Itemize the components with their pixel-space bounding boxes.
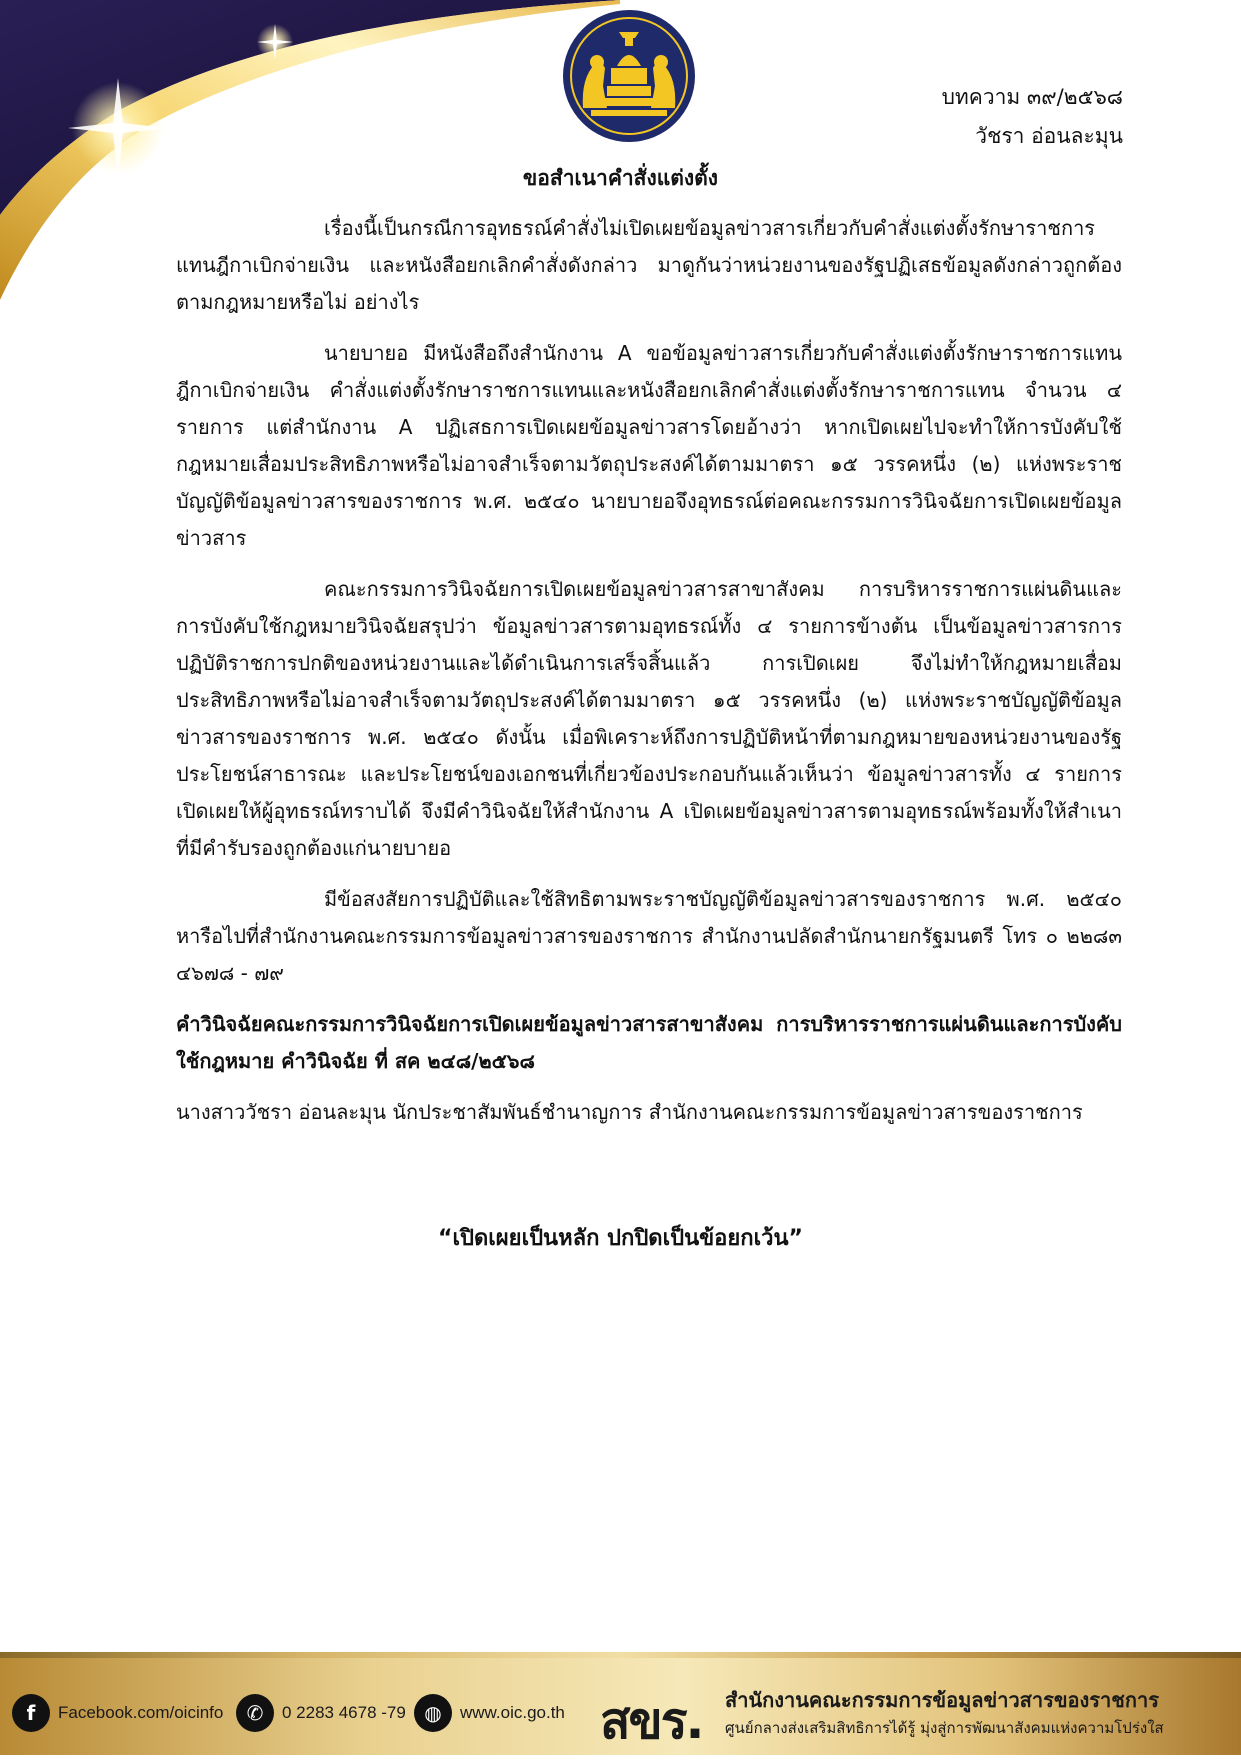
footer-website[interactable] <box>414 1694 565 1732</box>
phone-number[interactable]: 0 2283 4678 -79 <box>282 1703 406 1722</box>
author-line: นางสาววัชรา อ่อนละมุน นักประชาสัมพันธ์ชำนาญการ สำนักงานคณะกรรมการข้อมูลข่าวสารของราชการ <box>176 1100 1083 1124</box>
oic-seal-logo <box>561 8 697 144</box>
article-body <box>176 210 1122 1145</box>
paragraph-facts: นายบายอ มีหนังสือถึงสำนักงาน A ขอข้อมูลข่าวสารเกี่ยวกับคำสั่งแต่งตั้งรักษาราชการแทนฎีกาเบิกจ่ายเงิน คำสั่งแต่งตั้งรักษาราชการแทนและหนังสือยกเลิกคำสั่งแต่งตั้งรักษาราชการแทน จำนวน ๔ รายการ แต่สำนักงาน A ปฏิเสธการเปิดเผยข้อมูลข่าวสารโดยอ้างว่า หากเปิดเผยไปจะทำให้การบังคับใช้กฎหมายเสื่อมประสิทธิภาพหรือไม่อาจสำเร็จตามวัตถุประสงค์ได้ตามมาตรา ๑๕ วรรคหนึ่ง (๒) แห่งพระราชบัญญัติข้อมูลข่าวสารของราชการ พ.ศ. ๒๕๔๐ นายบายอจึงอุทธรณ์ต่อคณะกรรมการวินิจฉัยการเปิดเผยข้อมูลข่าวสาร <box>176 341 1122 550</box>
article-title: ขอสำเนาคำสั่งแต่งตั้ง <box>522 166 719 190</box>
footer-tagline: ศูนย์กลางส่งเสริมสิทธิการได้รู้ มุ่งสู่การพัฒนาสังคมแห่งความโปร่งใส <box>725 1719 1164 1737</box>
footer-facebook[interactable] <box>12 1694 223 1732</box>
paragraph-intro: เรื่องนี้เป็นกรณีการอุทธรณ์คำสั่งไม่เปิดเผยข้อมูลข่าวสารเกี่ยวกับคำสั่งแต่งตั้งรักษาราชการแทนฎีกาเบิกจ่ายเงิน และหนังสือยกเลิกคำสั่งดังกล่าว มาดูกันว่าหน่วยงานของรัฐปฏิเสธข้อมูลดังกล่าวถูกต้องตามกฎหมายหรือไม่ อย่างไร <box>176 216 1122 314</box>
paragraph-decision: คณะกรรมการวินิจฉัยการเปิดเผยข้อมูลข่าวสารสาขาสังคม การบริหารราชการแผ่นดินและการบังคับใช้กฎหมายวินิจฉัยสรุปว่า ข้อมูลข่าวสารตามอุทธรณ์ทั้ง ๔ รายการข้างต้น เป็นข้อมูลข่าวสารการปฏิบัติราชการปกติของหน่วยงานและได้ดำเนินการเสร็จสิ้นแล้ว การเปิดเผย จึงไม่ทำให้กฎหมายเสื่อมประสิทธิภาพหรือไม่อาจสำเร็จตามวัตถุประสงค์ได้ตามมาตรา ๑๕ วรรคหนึ่ง (๒) แห่งพระราชบัญญัติข้อมูลข่าวสารของราชการ พ.ศ. ๒๕๔๐ ดังนั้น เมื่อพิเคราะห์ถึงการปฏิบัติหน้าที่ตามกฎหมายของหน่วยงานของรัฐ ประโยชน์สาธารณะ และประโยชน์ของเอกชนที่เกี่ยวข้องประกอบกันแล้วเห็นว่า ข้อมูลข่าวสารทั้ง ๔ รายการเปิดเผยให้ผู้อุทธรณ์ทราบได้ จึงมีคำวินิจฉัยให้สำนักงาน A เปิดเผยข้อมูลข่าวสารตามอุทธรณ์พร้อมทั้งให้สำเนาที่มีคำรับรองถูกต้องแก่นายบายอ <box>176 577 1122 860</box>
article-number: บทความ ๓๙/๒๕๖๘ <box>941 85 1123 109</box>
article-author: วัชรา อ่อนละมุน <box>975 124 1123 148</box>
paragraph-contact: มีข้อสงสัยการปฏิบัติและใช้สิทธิตามพระราชบัญญัติข้อมูลข่าวสารของราชการ พ.ศ. ๒๕๔๐ หารือไปที่สำนักงานคณะกรรมการข้อมูลข่าวสารของราชการ สำนักงานปลัดสำนักนายกรัฐมนตรี โทร ๐ ๒๒๘๓ ๔๖๗๘ - ๗๙ <box>176 887 1122 985</box>
article-meta <box>942 78 1123 156</box>
decision-reference: คำวินิจฉัยคณะกรรมการวินิจฉัยการเปิดเผยข้อมูลข่าวสารสาขาสังคม การบริหารราชการแผ่นดินและการบังคับใช้กฎหมาย คำวินิจฉัย ที่ สค ๒๔๘/๒๕๖๘ <box>176 1012 1122 1073</box>
oic-wordmark-logo: สขร. <box>600 1692 703 1750</box>
facebook-link[interactable]: Facebook.com/oicinfo <box>58 1703 224 1722</box>
globe-icon: ◍ <box>414 1694 452 1732</box>
website-link[interactable]: www.oic.go.th <box>460 1703 565 1722</box>
slogan: “เปิดเผยเป็นหลัก ปกปิดเป็นข้อยกเว้น” <box>438 1226 803 1251</box>
footer-phone[interactable] <box>236 1694 406 1732</box>
phone-icon: ✆ <box>236 1694 274 1732</box>
facebook-icon: f <box>12 1694 50 1732</box>
footer-org-name: สำนักงานคณะกรรมการข้อมูลข่าวสารของราชการ <box>725 1688 1159 1712</box>
